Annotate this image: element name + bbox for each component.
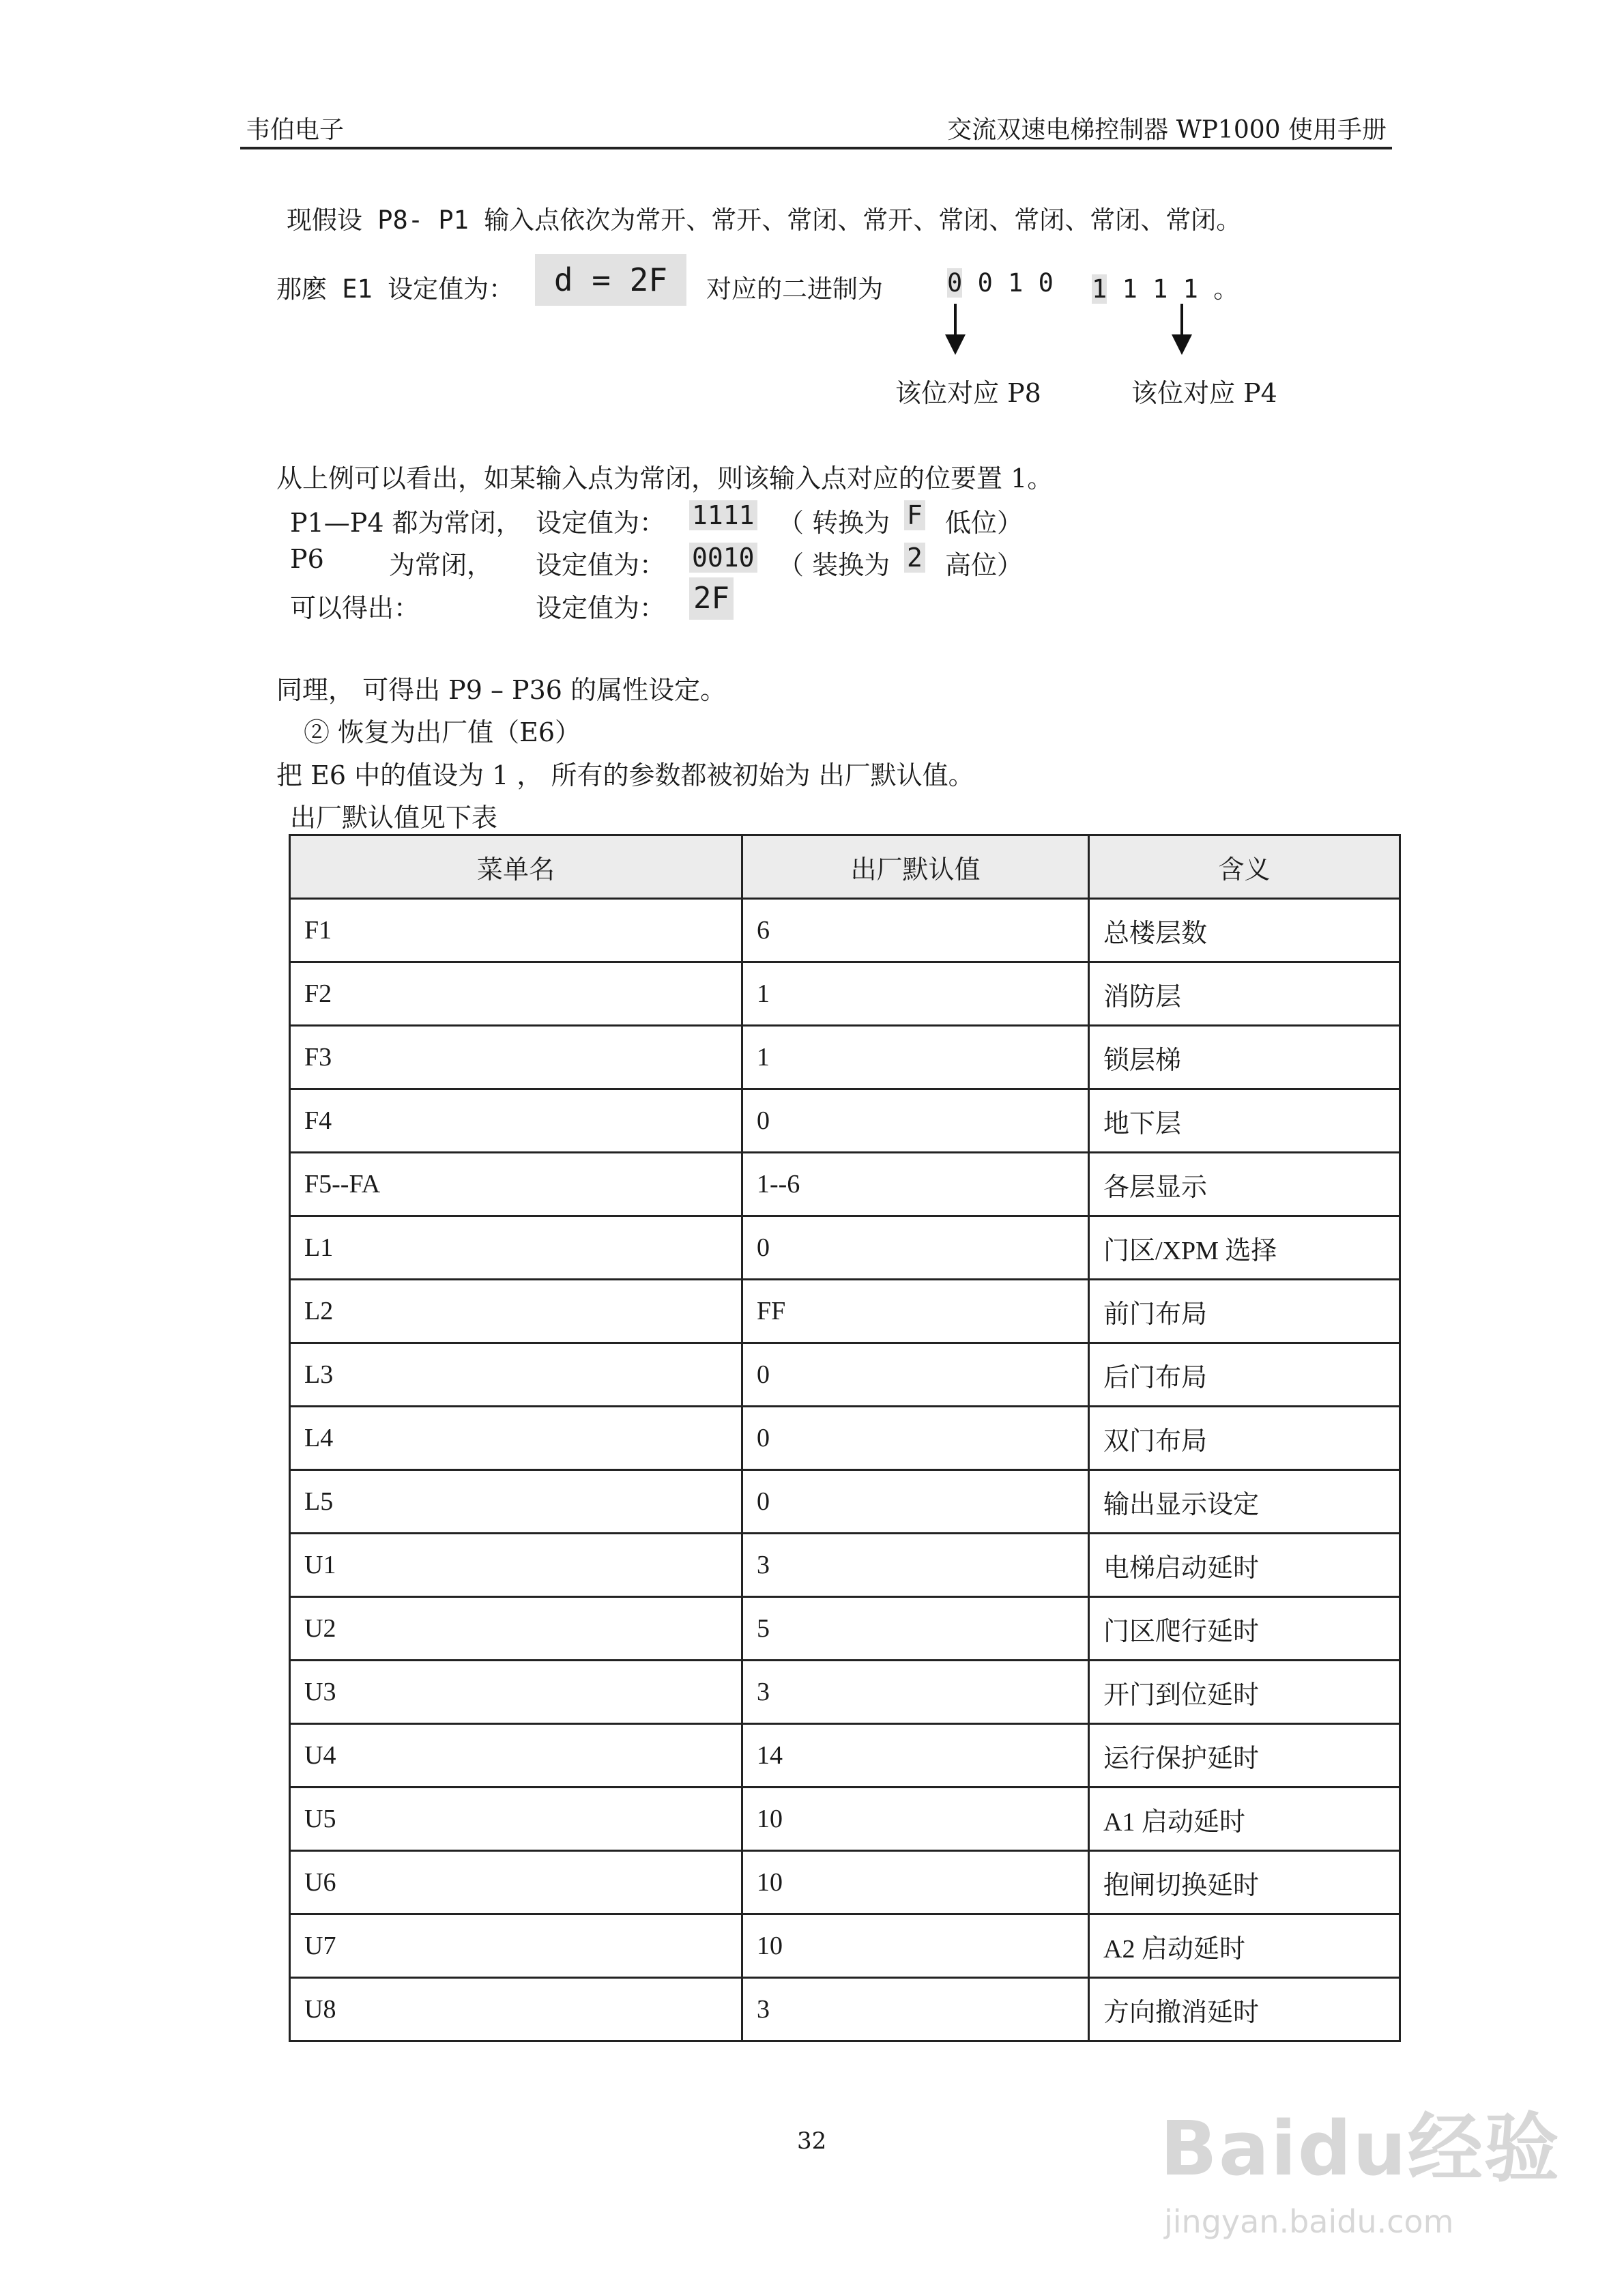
binary-low-nibble (1092, 268, 1238, 305)
table-row (290, 1597, 1400, 1661)
cell-default: 3 (742, 1661, 1089, 1724)
cell-meaning: 运行保护延时 (1089, 1724, 1400, 1788)
cell-meaning: A1 启动延时 (1089, 1788, 1400, 1851)
row2-note-hex: 2 (904, 543, 925, 573)
watermark-logo: Baidu经验 (1160, 2105, 1561, 2192)
cell-meaning: 抱闸切换延时 (1089, 1851, 1400, 1914)
cell-menu: F2 (290, 962, 742, 1026)
cell-default: 10 (742, 1788, 1089, 1851)
cell-default: 14 (742, 1724, 1089, 1788)
row1-label: P1—P4 都为常闭， (290, 508, 522, 538)
cell-meaning: 门区/XPM 选择 (1089, 1216, 1400, 1280)
binary-high-nibble (947, 268, 1054, 298)
cell-menu: F1 (290, 899, 742, 962)
arrow-p8-head (945, 334, 966, 355)
cell-default: 0 (742, 1216, 1089, 1280)
cell-menu: U4 (290, 1724, 742, 1788)
label-p8: 该位对应 P8 (895, 378, 1041, 408)
arrow-p8-shaft (954, 304, 957, 338)
row2-note-a: （ 装换为 (778, 550, 890, 580)
binary-bit-p4: 1 (1092, 274, 1107, 304)
row1-note-a: （ 转换为 (778, 508, 890, 538)
table-row (290, 1661, 1400, 1724)
cell-menu: L4 (290, 1407, 742, 1470)
section-heading-e6: ② 恢复为出厂值（E6） (304, 717, 581, 747)
section-line-1: 同理， 可得出 P9 – P36 的属性设定。 (276, 675, 727, 705)
arrow-p4-shaft (1180, 304, 1183, 338)
table-row (290, 1407, 1400, 1470)
intro-line-2-mid: 对应的二进制为 (706, 274, 883, 304)
header-right: 交流双速电梯控制器 WP1000 使用手册 (947, 116, 1387, 144)
row3-value: 2F (689, 577, 734, 620)
cell-default: 6 (742, 899, 1089, 962)
section-line-3: 把 E6 中的值设为 1 ， 所有的参数都被初始为 出厂默认值。 (276, 760, 974, 790)
cell-menu: U1 (290, 1534, 742, 1597)
cell-default: 0 (742, 1470, 1089, 1534)
cell-meaning: 总楼层数 (1089, 899, 1400, 962)
watermark-url: jingyan.baidu.com (1164, 2203, 1454, 2240)
cell-meaning: 消防层 (1089, 962, 1400, 1026)
table-row (290, 1534, 1400, 1597)
row2-label-a: P6 (290, 544, 324, 574)
cell-meaning: 地下层 (1089, 1089, 1400, 1153)
cell-meaning: 电梯启动延时 (1089, 1534, 1400, 1597)
cell-menu: U6 (290, 1851, 742, 1914)
cell-menu: L5 (290, 1470, 742, 1534)
cell-default: 0 (742, 1343, 1089, 1407)
table-header-default: 出厂默认值 (742, 835, 1089, 899)
cell-menu: F4 (290, 1089, 742, 1153)
cell-menu: U8 (290, 1978, 742, 2041)
table-row (290, 1089, 1400, 1153)
cell-menu: U3 (290, 1661, 742, 1724)
row2-note-b: 高位） (945, 550, 1024, 580)
cell-default: 1--6 (742, 1153, 1089, 1216)
cell-default: 5 (742, 1597, 1089, 1661)
table-header-menu: 菜单名 (290, 835, 742, 899)
cell-default: 3 (742, 1978, 1089, 2041)
cell-meaning: 后门布局 (1089, 1343, 1400, 1407)
cell-default: 0 (742, 1407, 1089, 1470)
table-row (290, 962, 1400, 1026)
row3-set: 设定值为： (536, 593, 666, 623)
header-left: 韦伯电子 (246, 116, 345, 144)
table-row (290, 1914, 1400, 1978)
row2-set: 设定值为： (536, 550, 666, 580)
table-row (290, 1026, 1400, 1089)
row1-note-b: 低位） (945, 508, 1024, 538)
page-number: 32 (797, 2127, 827, 2155)
cell-meaning: 开门到位延时 (1089, 1661, 1400, 1724)
cell-meaning: 双门布局 (1089, 1407, 1400, 1470)
table-row (290, 1978, 1400, 2041)
row2-label-b: 为常闭， (389, 550, 493, 580)
cell-menu: U2 (290, 1597, 742, 1661)
cell-default: 0 (742, 1089, 1089, 1153)
binary-low-rest: 1 1 1 。 (1122, 274, 1239, 304)
cell-default: 1 (742, 1026, 1089, 1089)
cell-menu: L1 (290, 1216, 742, 1280)
table-row (290, 1216, 1400, 1280)
cell-meaning: 锁层梯 (1089, 1026, 1400, 1089)
defaults-table (289, 834, 1401, 2042)
intro-line-2-prefix: 那麽 E1 设定值为： (276, 274, 514, 304)
table-row (290, 1153, 1400, 1216)
row1-value: 1111 (689, 500, 757, 530)
table-header-row (290, 835, 1400, 899)
cell-meaning: 前门布局 (1089, 1280, 1400, 1343)
cell-meaning: 方向撤消延时 (1089, 1978, 1400, 2041)
cell-menu: F3 (290, 1026, 742, 1089)
row1-set: 设定值为： (536, 508, 666, 538)
cell-default: FF (742, 1280, 1089, 1343)
label-p4: 该位对应 P4 (1131, 378, 1277, 408)
cell-default: 1 (742, 962, 1089, 1026)
table-row (290, 1280, 1400, 1343)
binary-high-rest: 0 1 0 (977, 268, 1054, 298)
cell-meaning: 门区爬行延时 (1089, 1597, 1400, 1661)
table-caption: 出厂默认值见下表 (290, 803, 498, 833)
cell-menu: U5 (290, 1788, 742, 1851)
explain-line-1: 从上例可以看出，如某输入点为常闭，则该输入点对应的位要置 1。 (276, 463, 1054, 493)
row3-label: 可以得出： (290, 593, 420, 623)
cell-default: 10 (742, 1914, 1089, 1978)
table-row (290, 1470, 1400, 1534)
cell-default: 10 (742, 1851, 1089, 1914)
cell-meaning: 输出显示设定 (1089, 1470, 1400, 1534)
row2-value: 0010 (689, 543, 757, 573)
cell-menu: L3 (290, 1343, 742, 1407)
table-row (290, 1724, 1400, 1788)
baidu-jingyan-watermark (1160, 2089, 1561, 2240)
cell-menu: F5--FA (290, 1153, 742, 1216)
cell-default: 3 (742, 1534, 1089, 1597)
cell-menu: L2 (290, 1280, 742, 1343)
intro-line-1: 现假设 P8- P1 输入点依次为常开、常开、常闭、常开、常闭、常闭、常闭、常闭。 (287, 205, 1242, 235)
arrow-p4-head (1172, 334, 1192, 355)
table-header-meaning: 含义 (1089, 835, 1400, 899)
cell-meaning: A2 启动延时 (1089, 1914, 1400, 1978)
table-row (290, 1343, 1400, 1407)
table-row (290, 899, 1400, 962)
row1-note-hex: F (904, 500, 925, 530)
table-row (290, 1851, 1400, 1914)
cell-meaning: 各层显示 (1089, 1153, 1400, 1216)
e1-value-box: d = 2F (535, 254, 686, 306)
header-rule (240, 147, 1392, 149)
binary-bit-p8: 0 (947, 268, 963, 298)
cell-menu: U7 (290, 1914, 742, 1978)
table-row (290, 1788, 1400, 1851)
